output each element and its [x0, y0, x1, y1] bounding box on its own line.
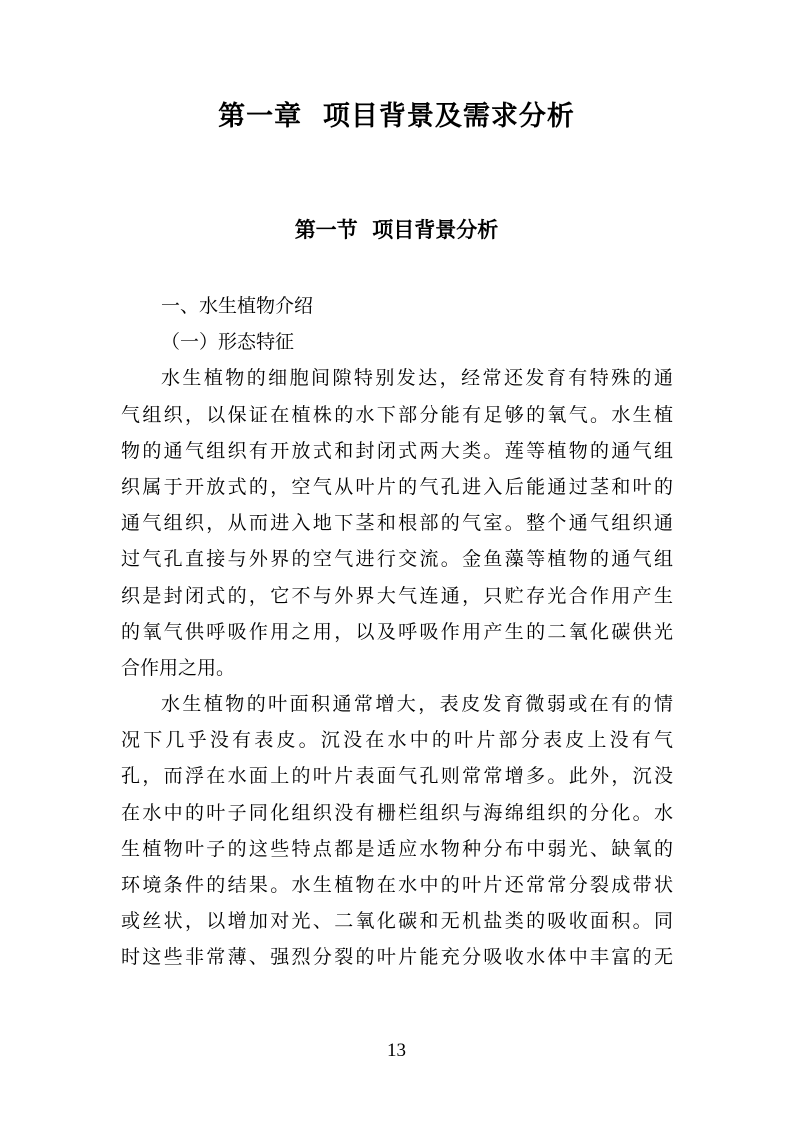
paragraph-line: 在水中的叶子同化组织没有栅栏组织与海绵组织的分化。水 [121, 801, 673, 824]
paragraph-line: 环境条件的结果。水生植物在水中的叶片还常常分裂成带状 [121, 874, 673, 896]
paragraph-line: 或丝状，以增加对光、二氧化碳和无机盐类的吸收面积。同 [121, 910, 673, 933]
section-title: 第一节 项目背景分析 [294, 217, 499, 242]
body-text [121, 288, 673, 976]
heading-level1: 一、水生植物介绍 [161, 295, 314, 317]
paragraph-line: 织是封闭式的，它不与外界大气连通，只贮存光合作用产生 [121, 584, 673, 607]
paragraph-line: 物的通气组织有开放式和封闭式两大类。莲等植物的通气组 [121, 439, 673, 462]
paragraph-line: 时这些非常薄、强烈分裂的叶片能充分吸收水体中丰富的无 [121, 946, 673, 969]
paragraph-line: 的氧气供呼吸作用之用，以及呼吸作用产生的二氧化碳供光 [121, 620, 673, 643]
paragraph-line: 水生植物的细胞间隙特别发达，经常还发育有特殊的通 [161, 367, 673, 390]
paragraph-line: 合作用之用。 [121, 656, 236, 679]
chapter-title: 第一章 项目背景及需求分析 [218, 101, 575, 132]
heading-level2: （一）形态特征 [161, 331, 295, 354]
paragraph-line: 织属于开放式的，空气从叶片的气孔进入后能通过茎和叶的 [121, 475, 673, 498]
paragraph-1 [121, 360, 673, 686]
paragraph-2 [121, 686, 673, 976]
paragraph-line: 通气组织，从而进入地下茎和根部的气室。整个通气组织通 [121, 512, 673, 535]
page-number: 13 [387, 1040, 406, 1061]
paragraph-line: 况下几乎没有表皮。沉没在水中的叶片部分表皮上没有气 [121, 729, 673, 752]
paragraph-line: 过气孔直接与外界的空气进行交流。金鱼藻等植物的通气组 [121, 548, 673, 571]
paragraph-line: 生植物叶子的这些特点都是适应水物种分布中弱光、缺氧的 [121, 837, 673, 860]
paragraph-line: 孔，而浮在水面上的叶片表面气孔则常常增多。此外，沉没 [121, 765, 673, 788]
paragraph-line: 水生植物的叶面积通常增大，表皮发育微弱或在有的情 [161, 693, 673, 716]
paragraph-line: 气组织，以保证在植株的水下部分能有足够的氧气。水生植 [121, 403, 673, 426]
